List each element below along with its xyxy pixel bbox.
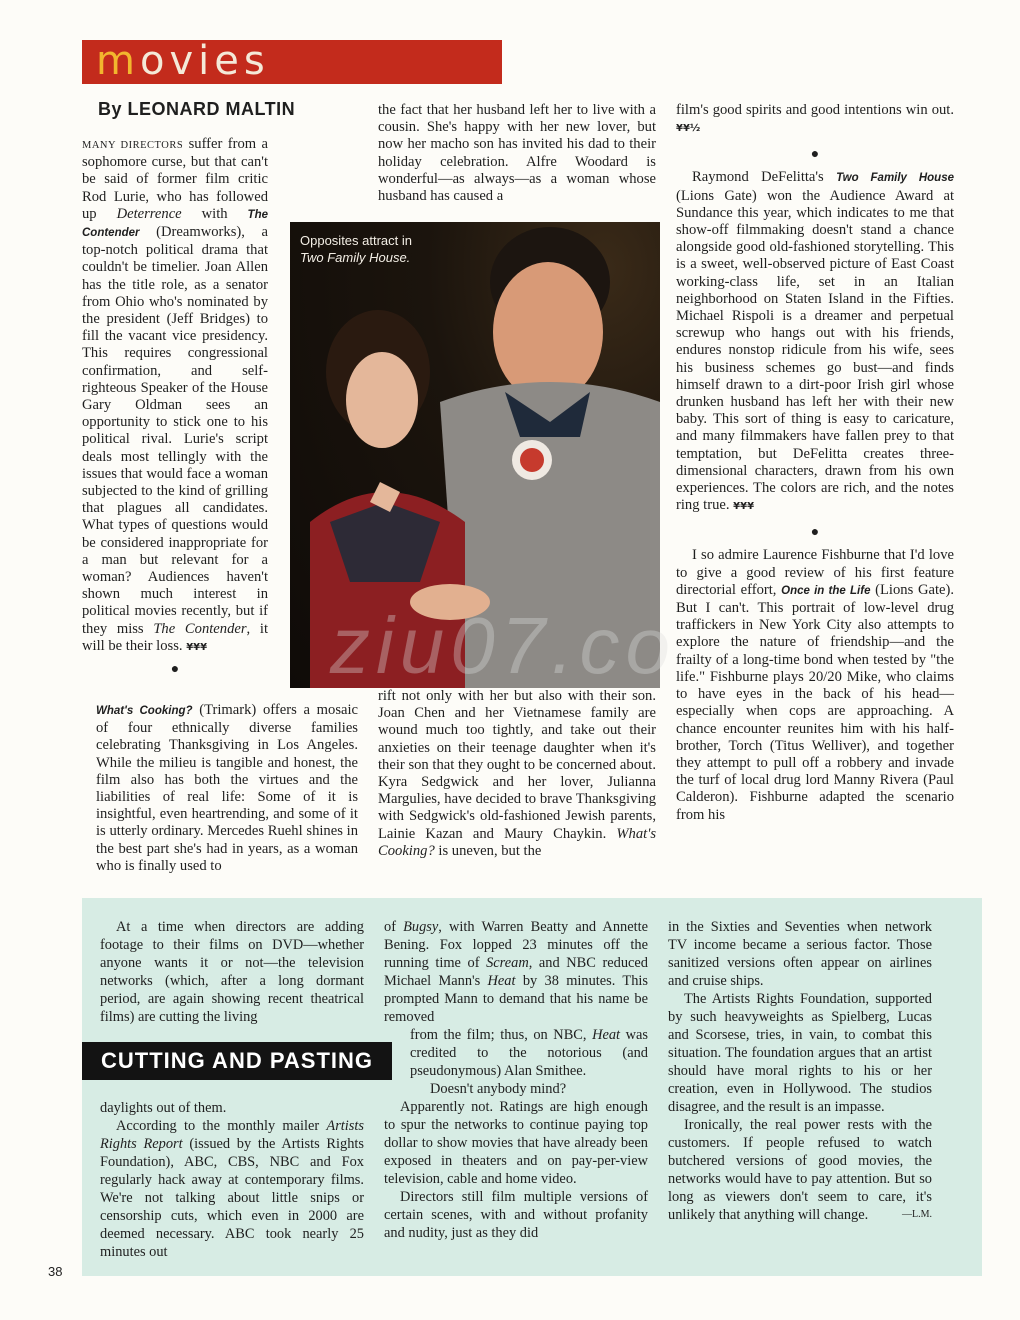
article-paragraph-cooking-end: rift not only with her but also with their son. Joan Chen and her Vietnamese family are wound much too tightly, and take out their anxieties on their teenage daughter when it's their son that they ought to be concerned about. Kyra Sedgwick and her lover, Julianna Margulies, have decided to brave Thanksgiving with Sedgwick's old-fashioned Jewish parents, Lainie Kazan and Maury Chaykin. What's Cooking? is uneven, but the — [378, 688, 656, 859]
article-column-2-bottom — [378, 688, 656, 860]
sidebar-column-1: At a time when directors are adding footage to their films on DVD—whether anyone wants it or not—the television networks (which, after a long dormant period, are again showing recent theatrical films) are cutting the living — [100, 919, 364, 1025]
sidebar-title: CUTTING AND PASTING — [82, 1042, 392, 1080]
section-bullet: ● — [810, 525, 820, 541]
article-paragraph-cooking-cont: the fact that her husband left her to live with a cousin. She's happy with her new lover, but now her macho son has invited his dad to their holiday celebration. Alfre Woodard is wonderful—as always—as a woman whose husband has caused a — [378, 102, 656, 205]
article-paragraph-cooking: What's Cooking? (Trimark) offers a mosaic of four ethnically diverse families celebrating Thanksgiving in Los Angeles. While the milieu is tangible and honest, the film also has both the virtues and the liabilities of real life: Some of it is insightful, even heartrending, and some of it is utterly ordinary. Mercedes Ruehl shines in the best part she's had in years, as a woman who is finally used to — [96, 702, 359, 874]
section-bullet: ● — [170, 662, 180, 678]
watermark: ziu07.co — [330, 601, 676, 690]
article-column-2 — [378, 102, 656, 205]
rating-cooking: ¥¥½ — [676, 123, 701, 135]
sidebar-column-2-bottom: Doesn't anybody mind? Apparently not. Ratings are high enough to spur the networks to continue paying top dollar to show movies that have already been exposed in theaters and on pay-per-view television, cable and home video. Directors still film multiple versions of certain scenes, with and without profanity and nudity, just as they did — [384, 1081, 648, 1241]
rating-two-family-house: ¥¥¥ — [733, 501, 755, 513]
section-bullet: ● — [810, 147, 820, 163]
section-banner — [82, 40, 502, 84]
rating-contender: ¥¥¥ — [186, 641, 208, 653]
sidebar-column-2: from the film; thus, on NBC, Heat was credited to the notorious (and pseudonymous) Alan Smithee. — [410, 1027, 648, 1079]
sidebar-column-1-bottom: daylights out of them. According to the monthly mailer Artists Rights Report (issued by the Artists Rights Foundation), ABC, CBS, NBC and Fox regularly hack away at contemporary films. We're not talking about little snips or censorship cuts, which even in 2000 are deemed necessary. ABC took nearly 25 minutes out — [100, 1100, 364, 1260]
byline: By LEONARD MALTIN — [98, 99, 296, 119]
sidebar-column-2-top: of Bugsy, with Warren Beatty and Annette Bening. Fox lopped 23 minutes off the running time of Scream, and NBC reduced Michael Mann's Heat by 38 minutes. This prompted Mann to demand that his name be removed — [384, 919, 648, 1025]
article-paragraph-cooking-verdict: film's good spirits and good intentions win out. ¥¥½ — [676, 102, 954, 135]
article-paragraph-two-family-house: Raymond DeFelitta's Two Family House (Lions Gate) won the Audience Award at Sundance this year, which indicates to me that show-off filmmaking doesn't stand a chance alongside good old-fashioned storytelling. This is a sweet, well-observed picture of East Coast working-class life, set in an Italian neighborhood on Staten Island in the Fifties. Michael Rispoli is a dreamer and perpetual screwup who hangs out with his friends, endures nonstop ridicule from his wife, sees his business schemes go bust—and finds himself drawn to a dirt-poor Irish girl whose drunken husband has left her with their new baby. This sort of thing is easy to caricature, and many filmmakers have fallen prey to that temptation, but DeFelitta creates three-dimensional characters, drawn from his own experiences. The colors are rich, and the notes ring true. ¥¥¥ — [676, 169, 954, 514]
photo-caption: Opposites attract in Two Family House. — [300, 233, 412, 265]
article-column-1 — [82, 136, 268, 684]
article-paragraph-once-in-the-life: I so admire Laurence Fishburne that I'd love to give a good review of his first feature directorial effort, Once in the Life (Lions Gate). But I can't. This portrait of low-level drug traffickers in New York City also attempts to explore the nature of friendship—and the frailty of a long-time bond when tested by "the life." Fishburne plays 20/20 Mike, who claims to have eyes in the back of his head—especially when cops are approaching. A chance encounter reunites him with his half-brother, Torch (Titus Welliver), and together they attempt to pull off a robbery and invade the turf of local drug lord Manny Rivera (Paul Calderon). Fishburne adapted the scenario from his — [676, 547, 954, 823]
section-title: movies — [96, 38, 270, 84]
article-column-3 — [676, 102, 954, 824]
sidebar-signature: —L.M. — [902, 1209, 932, 1220]
article-column-1-bottom — [96, 702, 358, 875]
page-number: 38 — [48, 1264, 63, 1279]
article-paragraph-contender: MANY DIRECTORS suffer from a sophomore curse, but that can't be said of former film critic Rod Lurie, who has followed up Deterrence with The Contender (Dreamworks), a top-notch political drama that couldn't be timelier. Joan Allen has the title role, as a senator from Ohio who's nominated by the president (Jeff Bridges) to fill the vacant vice presidency. This requires congressional confirmation, and self-righteous Speaker of the House Gary Oldman sees an opportunity to stick one to his political rival. Lurie's script deals most tellingly with the issues that would face a woman subjected to the kind of grilling that plagues all candidates. What types of questions would be considered inappropriate for a man but relevant for a woman? Audiences haven't shown much interest in political movies recently, but if they miss The Contender, it will be their loss. ¥¥¥ — [82, 136, 268, 654]
sidebar-column-3: in the Sixties and Seventies when network TV income became a serious factor. Those sanitized versions often appear on airlines and cruise ships. The Artists Rights Foundation, supported by such heavyweights as Spielberg, Lucas and Scorsese, tries, in vain, to combat this situation. The foundation argues that an artist should have moral rights to his or her creation, even in Hollywood. The studios disagree, and the result is an impasse. Ironically, the real power rests with the customers. If people refused to watch butchered versions of good movies, the networks would have to pay attention. But so long as viewers don't seem to care, it's unlikely that anything will change. —L.M. — [668, 919, 932, 1223]
